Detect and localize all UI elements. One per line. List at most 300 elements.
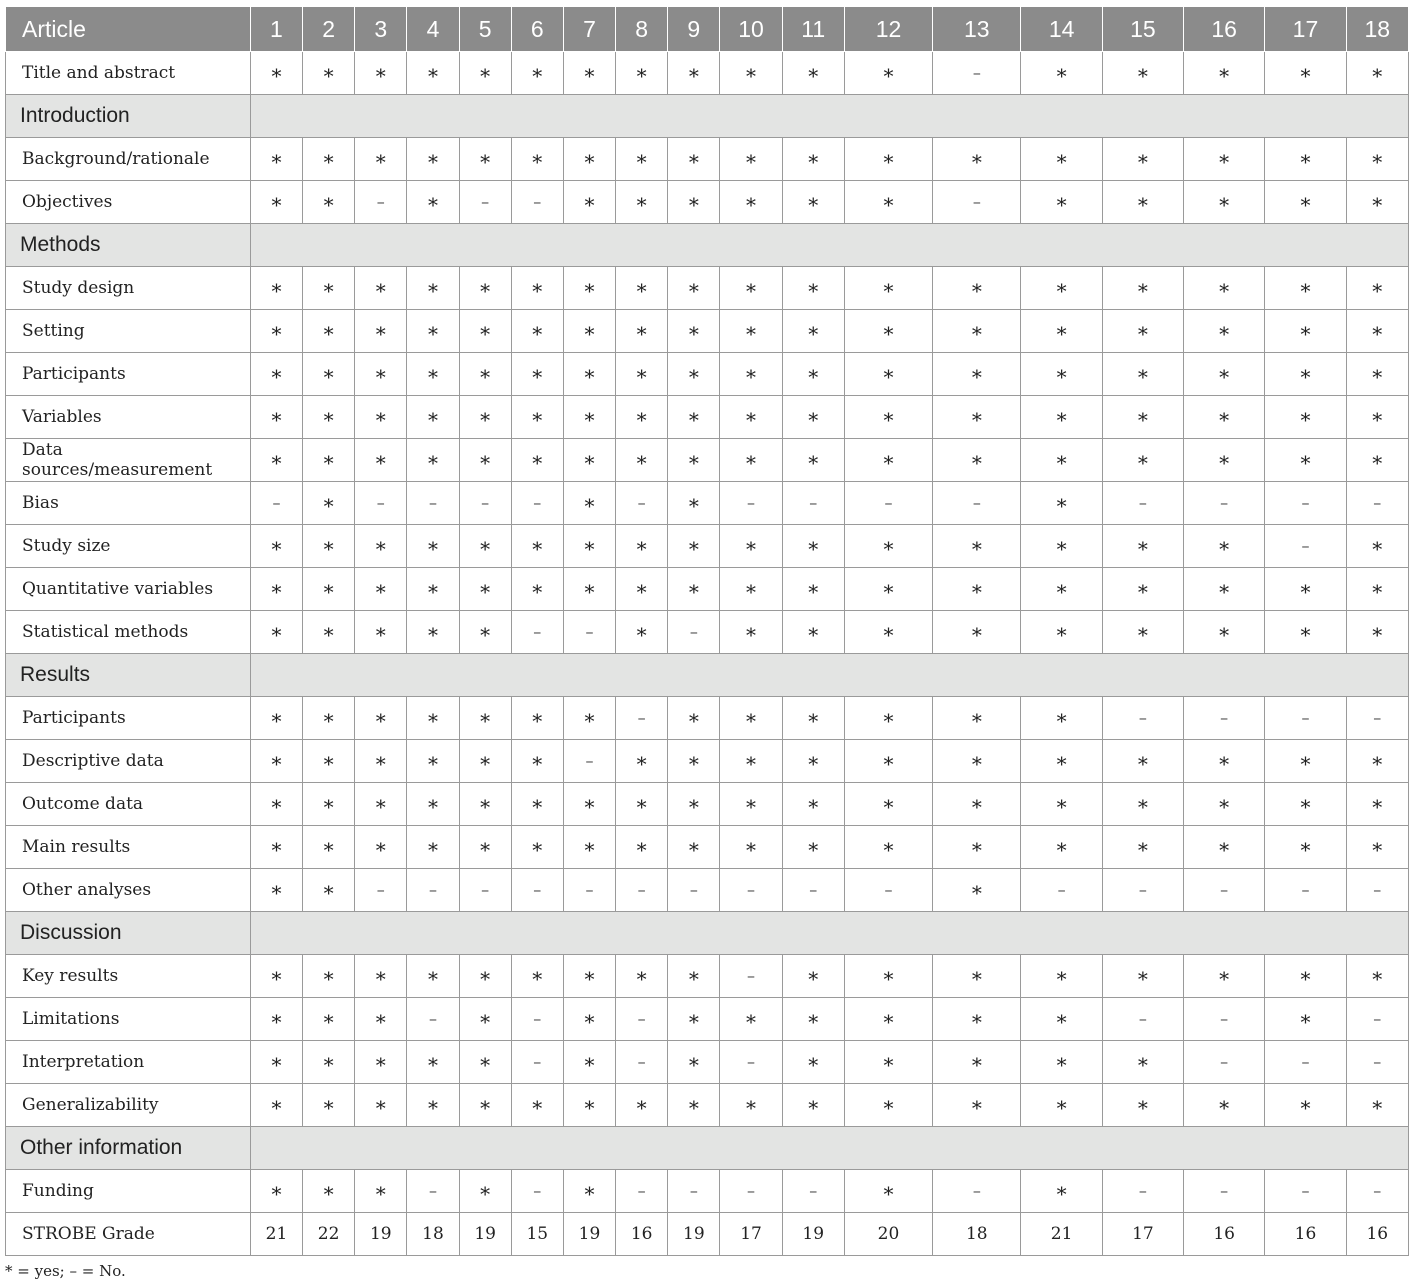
no-mark: – [809,880,818,899]
table-cell [1102,611,1183,654]
column-header-article-13: 13 [933,7,1021,52]
table-cell [563,396,615,439]
table-cell [250,826,302,869]
yes-mark: * [427,322,438,346]
column-header-article-8: 8 [616,7,668,52]
yes-mark: * [1372,623,1383,647]
table-cell [668,955,720,998]
table-row [6,353,1409,396]
table-cell [933,568,1021,611]
yes-mark: * [1056,1053,1067,1077]
yes-mark: * [375,365,386,389]
yes-mark: * [271,1096,282,1120]
yes-mark: * [808,64,819,88]
table-cell [844,310,932,353]
table-cell [933,439,1021,482]
table-cell [250,1041,302,1084]
yes-mark: * [427,623,438,647]
table-cell [1184,310,1265,353]
strobe-grade-value: 21 [250,1213,302,1256]
row-label: Quantitative variables [6,568,251,611]
table-cell [459,697,511,740]
yes-mark: * [1300,838,1311,862]
yes-mark: * [323,709,334,733]
yes-mark: * [688,838,699,862]
table-cell [668,697,720,740]
table-cell [563,697,615,740]
table-cell [844,998,932,1041]
table-cell [616,439,668,482]
table-cell [782,482,844,525]
no-mark: – [1138,880,1147,899]
yes-mark: * [746,1010,757,1034]
yes-mark: * [688,709,699,733]
yes-mark: * [688,1010,699,1034]
table-cell [1346,740,1408,783]
yes-mark: * [1056,1010,1067,1034]
yes-mark: * [808,150,819,174]
table-cell [668,783,720,826]
yes-mark: * [971,1010,982,1034]
table-cell [933,525,1021,568]
table-cell [303,267,355,310]
yes-mark: * [883,709,894,733]
yes-mark: * [1219,623,1230,647]
yes-mark: * [1372,279,1383,303]
table-cell [407,998,459,1041]
column-header-article-15: 15 [1102,7,1183,52]
table-cell [355,955,407,998]
table-cell [668,1170,720,1213]
yes-mark: * [1372,795,1383,819]
yes-mark: * [271,451,282,475]
table-cell [1265,568,1346,611]
table-cell [1265,181,1346,224]
no-mark: – [637,708,646,727]
table-cell [782,611,844,654]
yes-mark: * [746,752,757,776]
table-cell [511,998,563,1041]
row-label: Participants [6,697,251,740]
table-cell [303,1041,355,1084]
no-mark: – [1373,708,1382,727]
table-cell [1346,955,1408,998]
table-row [6,181,1409,224]
table-cell [355,439,407,482]
table-cell [720,955,782,998]
table-cell [720,138,782,181]
table-cell [616,1170,668,1213]
table-cell [933,869,1021,912]
yes-mark: * [375,967,386,991]
table-cell [1102,740,1183,783]
yes-mark: * [375,322,386,346]
yes-mark: * [427,709,438,733]
table-cell [563,310,615,353]
yes-mark: * [271,365,282,389]
table-cell [250,740,302,783]
table-cell [933,611,1021,654]
table-cell [1346,568,1408,611]
yes-mark: * [584,64,595,88]
table-cell [459,611,511,654]
table-cell [563,353,615,396]
table-cell [844,783,932,826]
table-cell [250,697,302,740]
table-cell [250,1084,302,1127]
table-cell [407,525,459,568]
yes-mark: * [1372,451,1383,475]
table-cell [1265,869,1346,912]
table-cell [1102,955,1183,998]
column-header-article-11: 11 [782,7,844,52]
yes-mark: * [883,279,894,303]
yes-mark: * [375,1010,386,1034]
table-cell [563,138,615,181]
table-cell [563,611,615,654]
no-mark: – [884,880,893,899]
table-cell [250,998,302,1041]
table-cell [720,52,782,95]
table-cell [459,783,511,826]
column-header-article-3: 3 [355,7,407,52]
yes-mark: * [1137,279,1148,303]
yes-mark: * [271,709,282,733]
yes-mark: * [1219,838,1230,862]
no-mark: – [1373,493,1382,512]
table-cell [1102,697,1183,740]
table-cell [563,740,615,783]
table-cell [250,310,302,353]
yes-mark: * [1056,365,1067,389]
table-cell [782,1084,844,1127]
table-cell [355,181,407,224]
table-cell [1021,353,1102,396]
yes-mark: * [532,537,543,561]
table-cell [933,783,1021,826]
yes-mark: * [688,1096,699,1120]
table-cell [407,310,459,353]
yes-mark: * [271,408,282,432]
yes-mark: * [271,795,282,819]
yes-mark: * [971,580,982,604]
table-cell [407,181,459,224]
yes-mark: * [427,451,438,475]
table-cell [407,955,459,998]
strobe-grade-value: 18 [933,1213,1021,1256]
table-cell [459,1084,511,1127]
yes-mark: * [971,150,982,174]
table-cell [563,998,615,1041]
yes-mark: * [1372,365,1383,389]
yes-mark: * [883,1182,894,1206]
table-row [6,52,1409,95]
table-cell [250,353,302,396]
table-cell [1021,740,1102,783]
no-mark: – [1138,493,1147,512]
no-mark: – [1373,1052,1382,1071]
table-cell [720,697,782,740]
yes-mark: * [636,580,647,604]
yes-mark: * [271,580,282,604]
strobe-grade-value: 16 [1184,1213,1265,1256]
table-cell [1184,998,1265,1041]
table-cell [933,1084,1021,1127]
yes-mark: * [532,838,543,862]
table-cell [720,353,782,396]
yes-mark: * [271,623,282,647]
column-header-article-4: 4 [407,7,459,52]
column-header-article-7: 7 [563,7,615,52]
table-cell [1102,439,1183,482]
table-cell [1265,52,1346,95]
yes-mark: * [1219,580,1230,604]
yes-mark: * [1137,580,1148,604]
yes-mark: * [480,1010,491,1034]
table-cell [844,740,932,783]
no-mark: – [1373,1181,1382,1200]
column-header-article: Article [6,7,251,52]
table-cell [1021,181,1102,224]
section-row [6,1127,1409,1170]
table-cell [720,568,782,611]
yes-mark: * [883,1096,894,1120]
yes-mark: * [1137,365,1148,389]
table-cell [1265,697,1346,740]
table-cell [1346,310,1408,353]
yes-mark: * [688,967,699,991]
row-label: Participants [6,353,251,396]
yes-mark: * [323,795,334,819]
table-cell [511,525,563,568]
table-cell [303,740,355,783]
table-cell [511,955,563,998]
table-cell [720,783,782,826]
yes-mark: * [323,838,334,862]
table-cell [1102,525,1183,568]
yes-mark: * [1056,1096,1067,1120]
table-cell [511,568,563,611]
table-cell [782,525,844,568]
yes-mark: * [427,150,438,174]
strobe-grade-value: 16 [1346,1213,1408,1256]
table-cell [250,138,302,181]
table-cell [303,482,355,525]
no-mark: – [1138,708,1147,727]
yes-mark: * [1056,967,1067,991]
yes-mark: * [323,150,334,174]
table-cell [511,740,563,783]
yes-mark: * [1056,795,1067,819]
yes-mark: * [1219,451,1230,475]
yes-mark: * [532,279,543,303]
yes-mark: * [883,408,894,432]
table-cell [668,439,720,482]
table-cell [720,482,782,525]
yes-mark: * [883,537,894,561]
table-cell [1265,783,1346,826]
table-cell [511,1170,563,1213]
section-row [6,224,1409,267]
yes-mark: * [636,795,647,819]
yes-mark: * [480,752,491,776]
table-cell [1021,310,1102,353]
yes-mark: * [323,967,334,991]
yes-mark: * [808,580,819,604]
yes-mark: * [323,537,334,561]
table-cell [1021,439,1102,482]
yes-mark: * [688,580,699,604]
strobe-table-container [5,6,1409,1256]
yes-mark: * [480,838,491,862]
no-mark: – [637,1009,646,1028]
yes-mark: * [375,838,386,862]
yes-mark: * [375,580,386,604]
table-cell [844,1041,932,1084]
table-cell [1346,1041,1408,1084]
no-mark: – [1220,1181,1229,1200]
table-cell [844,439,932,482]
table-cell [459,955,511,998]
no-mark: – [747,966,756,985]
yes-mark: * [584,580,595,604]
table-cell [616,697,668,740]
yes-mark: * [746,279,757,303]
table-cell [407,1041,459,1084]
yes-mark: * [688,494,699,518]
table-cell [1346,396,1408,439]
table-cell [1102,568,1183,611]
no-mark: – [1138,1181,1147,1200]
table-cell [668,998,720,1041]
table-cell [1021,1084,1102,1127]
table-cell [407,1170,459,1213]
yes-mark: * [323,881,334,905]
yes-mark: * [532,64,543,88]
table-cell [720,267,782,310]
table-cell [1184,267,1265,310]
yes-mark: * [323,365,334,389]
yes-mark: * [323,580,334,604]
yes-mark: * [636,408,647,432]
yes-mark: * [480,279,491,303]
yes-mark: * [1056,623,1067,647]
yes-mark: * [808,1096,819,1120]
table-row [6,955,1409,998]
yes-mark: * [746,795,757,819]
yes-mark: * [480,537,491,561]
yes-mark: * [808,451,819,475]
table-cell [250,525,302,568]
no-mark: – [1373,1009,1382,1028]
table-cell [563,869,615,912]
yes-mark: * [636,838,647,862]
yes-mark: * [883,193,894,217]
no-mark: – [428,493,437,512]
yes-mark: * [1137,1096,1148,1120]
yes-mark: * [1056,193,1067,217]
table-cell [1021,482,1102,525]
yes-mark: * [808,193,819,217]
table-cell [1184,52,1265,95]
table-row [6,998,1409,1041]
yes-mark: * [480,1053,491,1077]
table-cell [511,138,563,181]
yes-mark: * [427,752,438,776]
table-cell [1184,869,1265,912]
table-cell [407,439,459,482]
table-cell [1102,138,1183,181]
yes-mark: * [323,494,334,518]
column-header-article-5: 5 [459,7,511,52]
table-cell [1021,138,1102,181]
table-row [6,525,1409,568]
table-cell [1346,181,1408,224]
table-row [6,869,1409,912]
table-cell [303,138,355,181]
yes-mark: * [1137,64,1148,88]
yes-mark: * [1300,279,1311,303]
table-cell [303,869,355,912]
table-cell [511,353,563,396]
table-cell [1346,998,1408,1041]
yes-mark: * [808,365,819,389]
yes-mark: * [883,1010,894,1034]
table-cell [1346,869,1408,912]
yes-mark: * [532,1096,543,1120]
yes-mark: * [1219,795,1230,819]
row-label: Objectives [6,181,251,224]
table-cell [782,310,844,353]
yes-mark: * [1137,193,1148,217]
yes-mark: * [323,279,334,303]
table-cell [844,568,932,611]
table-cell [616,955,668,998]
table-cell [668,740,720,783]
yes-mark: * [883,752,894,776]
no-mark: – [1220,1009,1229,1028]
table-cell [563,439,615,482]
table-cell [1184,396,1265,439]
table-cell [782,1041,844,1084]
table-body [6,52,1409,1256]
yes-mark: * [584,967,595,991]
row-label: Study design [6,267,251,310]
table-cell [1102,1041,1183,1084]
yes-mark: * [584,193,595,217]
yes-mark: * [427,838,438,862]
column-header-article-16: 16 [1184,7,1265,52]
table-cell [407,826,459,869]
yes-mark: * [1137,752,1148,776]
table-cell [782,740,844,783]
table-cell [933,826,1021,869]
yes-mark: * [1137,795,1148,819]
yes-mark: * [971,709,982,733]
section-filler-cell [250,95,1408,138]
table-cell [844,181,932,224]
row-label: Other analyses [6,869,251,912]
table-header-row [6,7,1409,52]
table-cell [1265,525,1346,568]
no-mark: – [972,1181,981,1200]
table-row [6,568,1409,611]
yes-mark: * [1137,967,1148,991]
table-cell [1265,396,1346,439]
yes-mark: * [584,279,595,303]
yes-mark: * [532,408,543,432]
table-cell [511,869,563,912]
